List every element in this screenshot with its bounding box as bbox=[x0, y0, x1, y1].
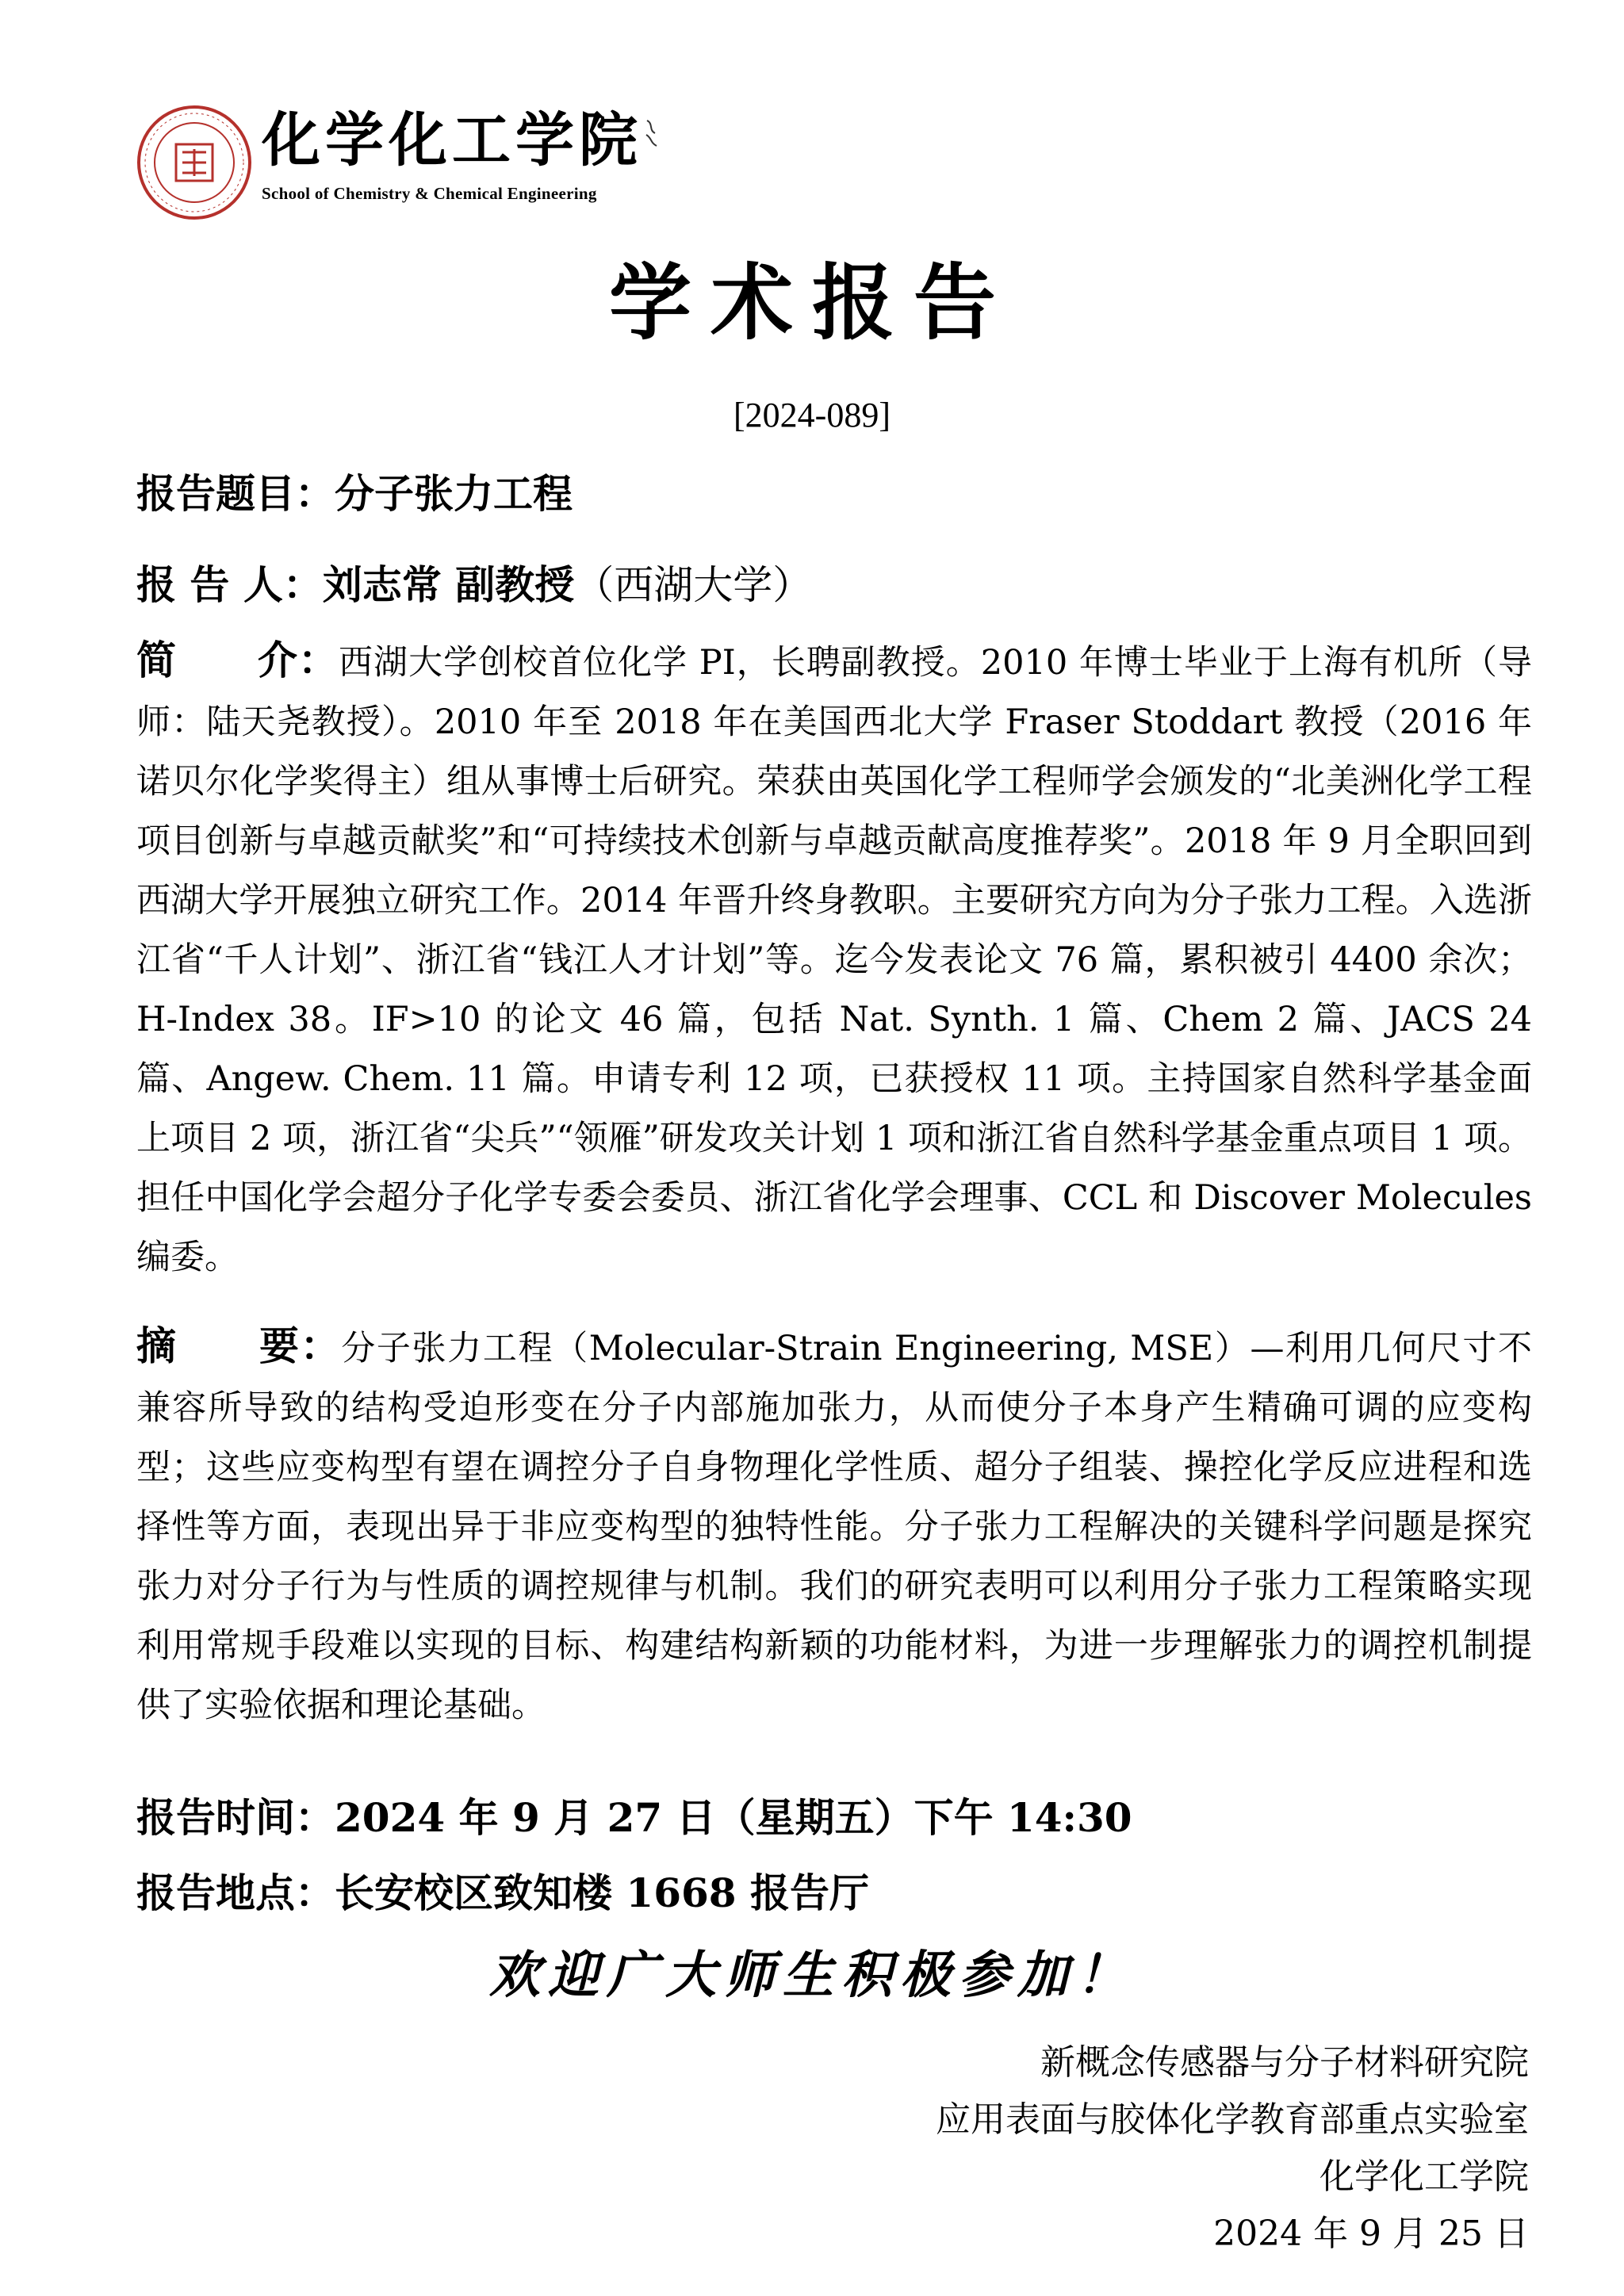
intro-label: 简 介： bbox=[136, 637, 339, 683]
topic-value: 分子张力工程 bbox=[335, 470, 573, 517]
speaker-label: 报 告 人： bbox=[136, 561, 323, 608]
intro-paragraph bbox=[136, 630, 1532, 1288]
abstract-label: 摘 要： bbox=[136, 1322, 342, 1369]
location-value: 长安校区致知楼 1668 报告厅 bbox=[335, 1869, 869, 1916]
organizer-3: 化学化工学院 bbox=[1320, 2156, 1529, 2197]
location-label: 报告地点： bbox=[136, 1869, 335, 1916]
abstract-text: 分子张力工程（Molecular-Strain Engineering, MSE）—利用几何尺寸不兼容所导致的结构受迫形变在分子内部施加张力，从而使分子本身产生精确可调的应变构型；这些应变构型有望在调控分子自身物理化学性质、超分子组装、操控化学反应进程和选择性等方面，表现出异于非应变构型的独特性能。分子张力工程解决的关键科学问题是探究张力对分子行为与性质的调控规律与机制。我们的研究表明可以利用分子张力工程策略实现利用常规手段难以实现的目标、构建结构新颖的功能材料，为进一步理解张力的调控机制提供了实验依据和理论基础。 bbox=[136, 1329, 1533, 1725]
time-value: 2024 年 9 月 27 日（星期五）下午 14:30 bbox=[335, 1794, 1132, 1841]
report-number: [2024-089] bbox=[733, 396, 891, 434]
intro-text: 西湖大学创校首位化学 PI，长聘副教授。2010 年博士毕业于上海有机所（导师：陆天尧教授）。2010 年至 2018 年在美国西北大学 Fraser Stoddart 教授（2016 年诺贝尔化学奖得主）组从事博士后研究。荣获由英国化学工程师学会颁发的“北美洲化学工程项目创新与卓越贡献奖”和“可持续技术创新与卓越贡献高度推荐奖”。2018 年 9 月全职回到西湖大学开展独立研究工作。2014 年晋升终身教职。主要研究方向为分子张力工程。入选浙江省“千人计划”、浙江省“钱江人才计划”等。迄今发表论文 76 篇，累积被引 4400 余次；H-Index 38。IF>10 的论文 46 篇，包括 Nat. Synth. 1 篇、Chem 2 篇、JACS 24 篇、Angew. Chem. 11 篇。申请专利 12 项，已获授权 11 项。主持国家自然科学基金面上项目 2 项，浙江省“尖兵”“领雁”研发攻关计划 1 项和浙江省自然科学基金重点项目 1 项。担任中国化学会超分子化学专委会委员、浙江省化学会理事、CCL 和 Discover Molecules 编委。 bbox=[136, 643, 1533, 1277]
welcome-message: 欢迎广大师生积极参加！ bbox=[489, 1946, 1135, 2005]
organizer-1: 新概念传感器与分子材料研究院 bbox=[1040, 2042, 1529, 2083]
location-line bbox=[136, 1871, 1532, 1915]
issue-date: 2024 年 9 月 25 日 bbox=[1213, 2214, 1529, 2254]
topic-label: 报告题目： bbox=[136, 470, 335, 517]
speaker-affiliation: （西湖大学） bbox=[574, 562, 813, 608]
school-seal-logo bbox=[135, 103, 254, 222]
speaker-line bbox=[136, 563, 1532, 607]
school-header bbox=[135, 103, 690, 222]
page-title: 学术报告 bbox=[608, 254, 1015, 351]
calligraphy-signature-mark bbox=[642, 117, 663, 149]
school-name-en: School of Chemistry & Chemical Engineering bbox=[262, 184, 597, 203]
speaker-name: 刘志常 副教授 bbox=[322, 561, 575, 608]
school-name-cn: 化学化工学院 bbox=[262, 106, 642, 174]
time-line bbox=[136, 1796, 1532, 1840]
time-label: 报告时间： bbox=[136, 1794, 335, 1841]
abstract-paragraph bbox=[136, 1316, 1532, 1735]
organizer-2: 应用表面与胶体化学教育部重点实验室 bbox=[936, 2099, 1529, 2140]
topic-line bbox=[136, 472, 1532, 516]
